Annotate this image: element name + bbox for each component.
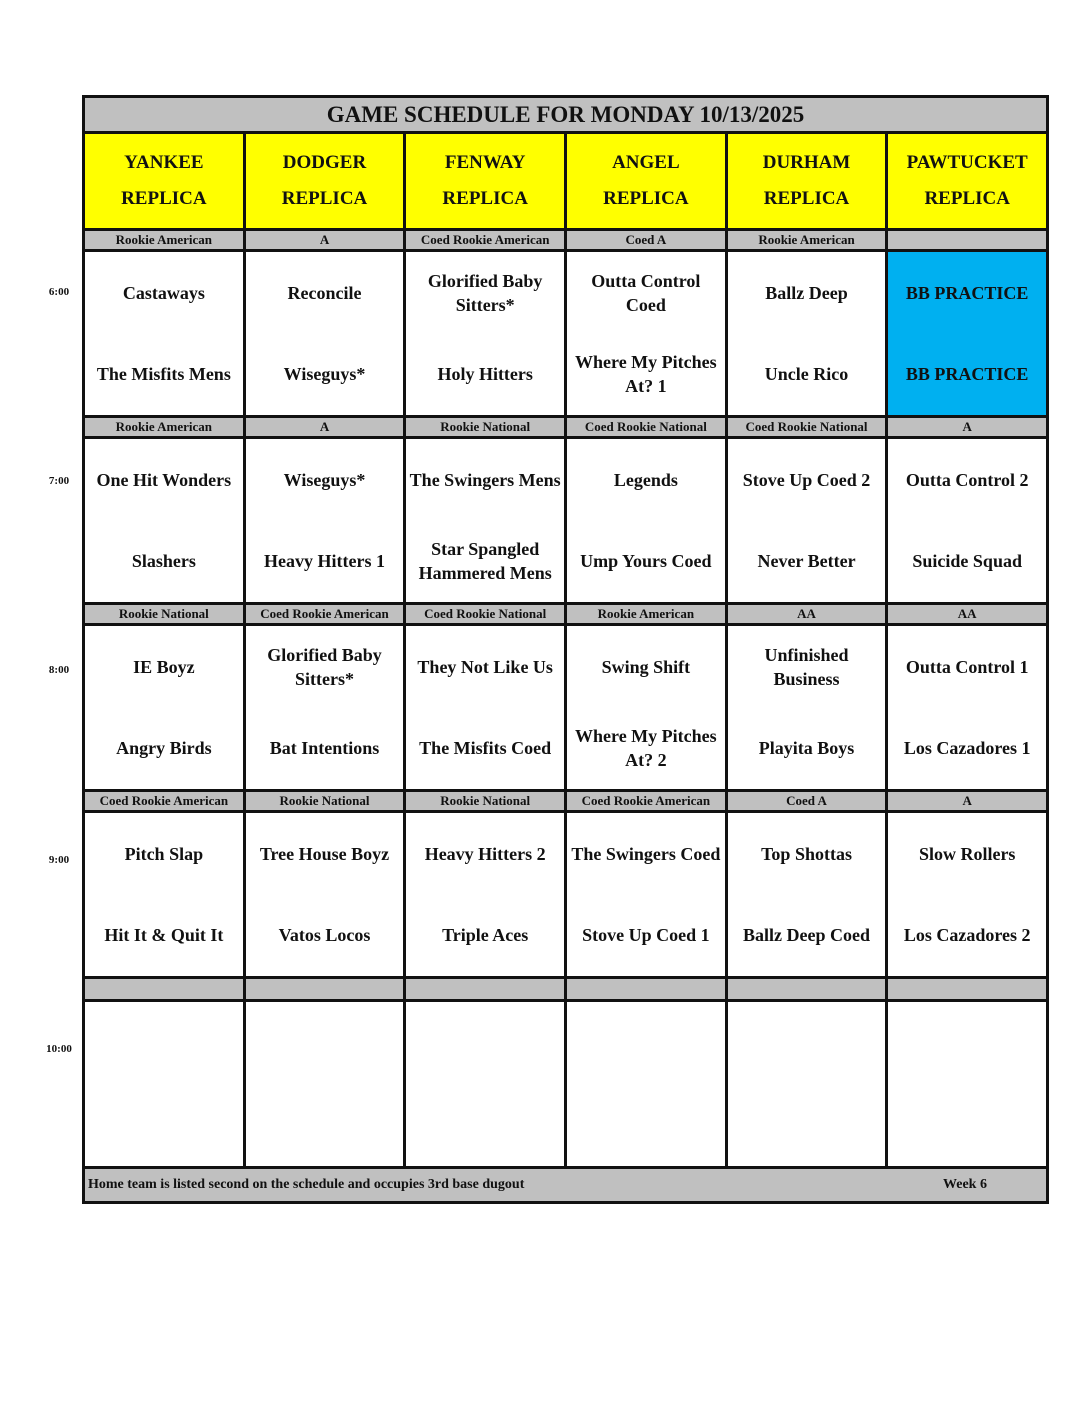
time-label: 6:00: [48, 286, 70, 298]
game-row: [85, 252, 1046, 418]
division-row: [85, 792, 1046, 813]
home-team: Angry Birds: [116, 738, 212, 759]
division-label: [888, 979, 1046, 999]
game-cell: [888, 439, 1046, 602]
away-team: Stove Up Coed 2: [742, 469, 871, 490]
game-cell: [406, 626, 567, 789]
footer-note: Home team is listed second on the schedule and occupies 3rd base dugout: [88, 1177, 525, 1192]
away-team: Castaways: [122, 282, 205, 303]
home-team: Ballz Deep Coed: [743, 925, 871, 946]
field-header: [888, 134, 1046, 228]
division-label: Coed Rookie National: [406, 605, 567, 623]
home-team: Triple Aces: [442, 925, 529, 946]
time-label: 10:00: [46, 1043, 72, 1055]
schedule-title: GAME SCHEDULE FOR MONDAY 10/13/2025: [85, 98, 1046, 134]
division-label: Rookie National: [406, 792, 567, 810]
division-label: A: [246, 231, 407, 249]
home-team: Vatos Locos: [278, 925, 371, 946]
division-label: AA: [728, 605, 889, 623]
division-label: AA: [888, 605, 1046, 623]
home-team: Where My Pitches At? 2: [575, 726, 717, 771]
home-team: The Misfits Mens: [96, 364, 231, 385]
away-team: Outta Control 2: [905, 469, 1029, 490]
field-subtitle: REPLICA: [924, 188, 1010, 209]
field-subtitle: REPLICA: [281, 188, 368, 209]
game-cell: [728, 626, 889, 789]
game-cell: [406, 252, 567, 415]
division-label: Coed A: [728, 792, 889, 810]
game-row: [85, 626, 1046, 792]
home-team: Holy Hitters: [437, 364, 533, 385]
division-label: [728, 979, 889, 999]
game-cell: [85, 813, 246, 976]
division-label: Rookie National: [85, 605, 246, 623]
away-team: The Swingers Mens: [409, 469, 561, 490]
away-team: The Swingers Coed: [571, 843, 721, 864]
away-team: BB PRACTICE: [905, 282, 1029, 303]
time-slots: [85, 231, 1046, 979]
game-cell: [246, 626, 407, 789]
away-team: Glorified Baby Sitters*: [427, 270, 543, 315]
division-row: [85, 979, 1046, 1002]
home-team: BB PRACTICE: [905, 364, 1029, 385]
field-header: [567, 134, 728, 228]
division-label: Rookie American: [85, 418, 246, 436]
game-cell: [85, 626, 246, 789]
field-subtitle: REPLICA: [603, 188, 689, 209]
home-team: Los Cazadores 1: [903, 738, 1031, 759]
time-label: 7:00: [48, 475, 70, 487]
game-cell: [406, 1002, 567, 1166]
field-name: PAWTUCKET: [906, 152, 1028, 173]
away-team: Tree House Boyz: [259, 843, 390, 864]
field-header: [246, 134, 407, 228]
field-name: YANKEE: [124, 152, 204, 173]
division-label: Rookie American: [85, 231, 246, 249]
division-row: [85, 418, 1046, 439]
home-team: The Misfits Coed: [419, 738, 552, 759]
home-team: Star Spangled Hammered Mens: [418, 539, 552, 584]
away-team: Outta Control Coed: [591, 270, 701, 315]
division-label: [567, 979, 728, 999]
field-header: [85, 134, 246, 228]
game-cell: [567, 1002, 728, 1166]
division-label: Rookie National: [406, 418, 567, 436]
division-label: A: [888, 792, 1046, 810]
away-team: Legends: [613, 469, 678, 490]
division-row: [85, 231, 1046, 252]
field-header: [728, 134, 889, 228]
game-cell: [888, 626, 1046, 789]
division-label: Coed Rookie American: [246, 605, 407, 623]
game-cell: [567, 252, 728, 415]
home-team: Heavy Hitters 1: [264, 551, 385, 572]
schedule-footer: [85, 1169, 1046, 1201]
division-label: [888, 231, 1046, 249]
practice-cell: [888, 252, 1046, 415]
game-cell: [85, 1002, 246, 1166]
division-label: Coed Rookie American: [567, 792, 728, 810]
game-cell: [246, 1002, 407, 1166]
home-team: Hit It & Quit It: [104, 925, 224, 946]
game-cell: [246, 252, 407, 415]
time-label: 8:00: [48, 664, 70, 676]
game-cell: [85, 439, 246, 602]
game-cell: [728, 813, 889, 976]
field-subtitle: REPLICA: [763, 188, 850, 209]
field-header: [406, 134, 567, 228]
game-cell: [888, 1002, 1046, 1166]
division-label: Coed Rookie National: [567, 418, 728, 436]
home-team: Los Cazadores 2: [903, 925, 1031, 946]
away-team: Slow Rollers: [918, 843, 1016, 864]
field-header-row: [85, 134, 1046, 231]
division-label: Rookie American: [567, 605, 728, 623]
away-team: Outta Control 1: [905, 656, 1029, 677]
schedule-table: [82, 95, 1049, 1204]
home-team: Suicide Squad: [912, 551, 1022, 572]
game-cell: [85, 252, 246, 415]
division-label: Coed Rookie National: [728, 418, 889, 436]
time-label: 9:00: [48, 854, 70, 866]
away-team: Swing Shift: [601, 656, 691, 677]
away-team: Wiseguys*: [283, 469, 366, 490]
division-label: Coed Rookie American: [85, 792, 246, 810]
away-team: Reconcile: [287, 282, 362, 303]
away-team: Top Shottas: [761, 843, 852, 864]
division-label: Rookie American: [728, 231, 889, 249]
game-cell: [406, 813, 567, 976]
game-row: [85, 813, 1046, 979]
game-cell: [406, 439, 567, 602]
away-team: Pitch Slap: [124, 843, 204, 864]
away-team: One Hit Wonders: [96, 469, 232, 490]
week-label: Week 6: [943, 1177, 987, 1192]
field-subtitle: REPLICA: [121, 188, 207, 209]
division-label: [246, 979, 407, 999]
home-team: Playita Boys: [758, 738, 855, 759]
game-cell: [728, 1002, 889, 1166]
home-team: Uncle Rico: [764, 364, 849, 385]
division-label: Coed Rookie American: [406, 231, 567, 249]
game-cell: [246, 813, 407, 976]
field-name: ANGEL: [612, 152, 680, 173]
division-label: [406, 979, 567, 999]
field-subtitle: REPLICA: [442, 188, 528, 209]
division-label: Rookie National: [246, 792, 407, 810]
game-cell: [246, 439, 407, 602]
game-cell: [567, 626, 728, 789]
game-cell: [888, 813, 1046, 976]
home-team: Bat Intentions: [269, 738, 380, 759]
division-label: [85, 979, 246, 999]
field-name: DODGER: [282, 152, 367, 173]
division-row: [85, 605, 1046, 626]
game-cell: [728, 439, 889, 602]
home-team: Stove Up Coed 1: [582, 925, 710, 946]
away-team: Ballz Deep: [765, 282, 848, 303]
home-team: Slashers: [131, 551, 196, 572]
field-name: FENWAY: [444, 152, 526, 173]
division-label: Coed A: [567, 231, 728, 249]
away-team: Unfinished Business: [764, 644, 849, 689]
home-team: Wiseguys*: [283, 364, 366, 385]
field-name: DURHAM: [762, 152, 851, 173]
home-team: Never Better: [757, 551, 856, 572]
game-cell: [567, 813, 728, 976]
game-row: [85, 439, 1046, 605]
home-team: Where My Pitches At? 1: [575, 352, 717, 397]
division-label: A: [888, 418, 1046, 436]
away-team: They Not Like Us: [417, 656, 553, 677]
division-label: A: [246, 418, 407, 436]
game-cell: [728, 252, 889, 415]
home-team: Ump Yours Coed: [580, 551, 712, 572]
game-row: [85, 1002, 1046, 1169]
away-team: IE Boyz: [133, 656, 195, 677]
away-team: Glorified Baby Sitters*: [267, 644, 382, 689]
game-cell: [567, 439, 728, 602]
away-team: Heavy Hitters 2: [424, 843, 546, 864]
